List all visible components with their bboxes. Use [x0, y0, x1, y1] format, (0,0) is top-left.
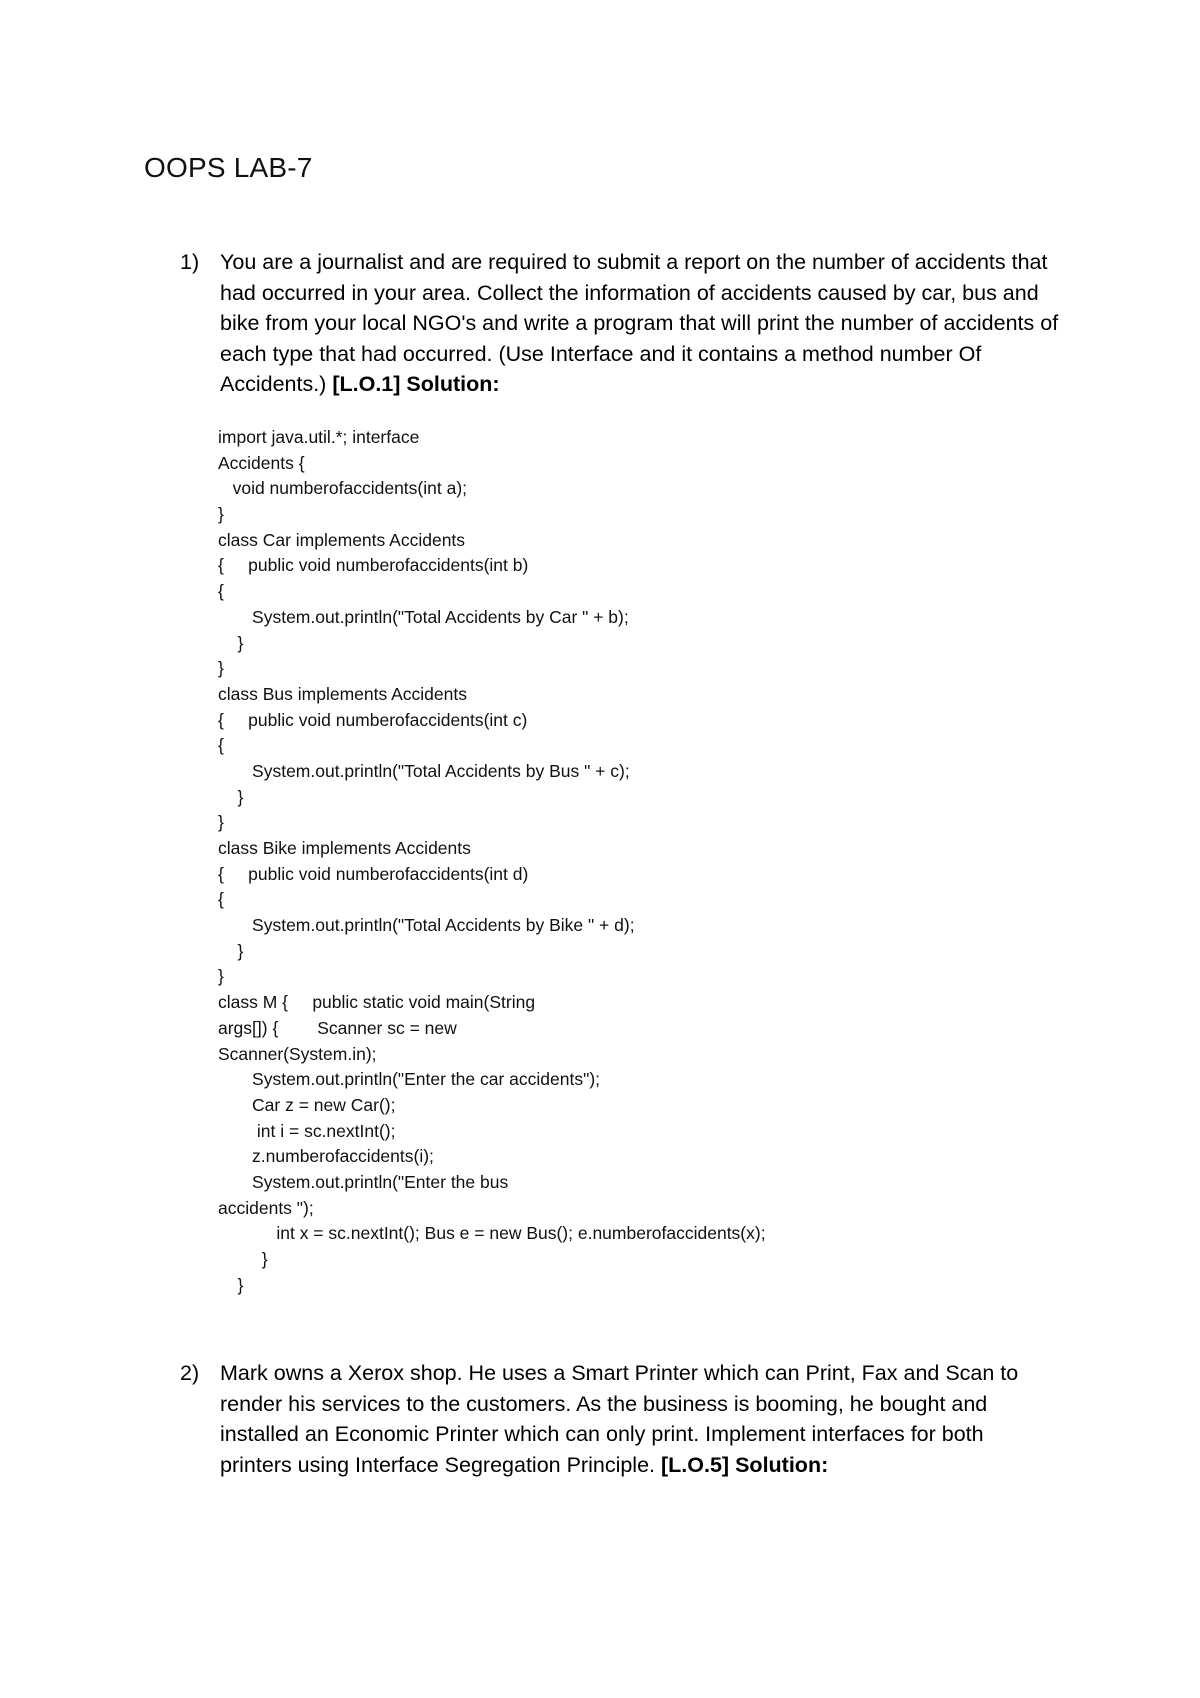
code-line: } — [218, 658, 224, 679]
code-line: class Bike implements Accidents — [218, 838, 471, 858]
code-line: } — [218, 1249, 268, 1269]
question-1 — [180, 247, 1060, 400]
code-line: System.out.println("Total Accidents by Bus " + c); — [218, 760, 630, 781]
code-line: import java.util.*; interface — [218, 427, 420, 447]
code-line: { — [218, 581, 224, 602]
code-line: } — [218, 632, 244, 653]
code-line: int i = sc.nextInt(); — [218, 1120, 396, 1141]
code-line: { public void numberofaccidents(int b) — [218, 555, 529, 576]
solution-label: Solution: — [406, 372, 500, 396]
question-text: You are a journalist and are required to submit a report on the number of accidents that had occurred in your area. Collect the information of accidents caused by car, bus and bike from your local NGO's and write a program that will print the number of accidents of each type that had occurred. (Use Interface and it contains a method number Of Accidents.) — [220, 250, 1059, 396]
code-line: } — [218, 786, 244, 807]
question-text-block — [180, 1358, 1060, 1480]
page-title: OOPS LAB-7 — [144, 152, 313, 183]
code-line: } — [218, 812, 224, 833]
question-text-block — [180, 247, 1060, 400]
code-line: accidents "); — [218, 1197, 314, 1218]
code-line: class M { public static void main(String — [218, 992, 536, 1013]
code-line: { — [218, 735, 224, 756]
code-listing — [218, 425, 1038, 1298]
code-line: System.out.println("Enter the car accidents"); — [218, 1069, 601, 1090]
code-line: Car z = new Car(); — [218, 1094, 396, 1115]
code-line: Scanner(System.in); — [218, 1043, 377, 1064]
code-line: } — [218, 940, 244, 961]
learning-outcome-tag: [L.O.5] — [661, 1452, 730, 1477]
code-line: class Bus implements Accidents — [218, 683, 467, 704]
question-2 — [180, 1358, 1060, 1480]
code-line: System.out.println("Total Accidents by Car " + b); — [218, 606, 629, 627]
question-number: 1) — [180, 250, 200, 274]
code-line: System.out.println("Enter the bus — [218, 1171, 509, 1192]
code-line: { public void numberofaccidents(int c) — [218, 709, 528, 730]
code-line: int x = sc.nextInt(); Bus e = new Bus(); e.numberofaccidents(x); — [218, 1223, 766, 1244]
code-line: class Car implements Accidents — [218, 529, 466, 550]
code-line: System.out.println("Total Accidents by Bike " + d); — [218, 915, 635, 936]
code-line: args[]) { Scanner sc = new — [218, 1017, 457, 1038]
code-line: } — [218, 1274, 244, 1295]
question-number: 2) — [180, 1361, 200, 1385]
solution-label: Solution: — [735, 1452, 829, 1477]
question-text: Mark owns a Xerox shop. He uses a Smart Printer which can Print, Fax and Scan to render his services to the customers. As the business is booming, he bought and installed an Economic Printer which can only print. Implement interfaces for both printers using Interface Segregation Principle. — [220, 1361, 1019, 1477]
code-line: z.numberofaccidents(i); — [218, 1146, 434, 1167]
code-line: } — [218, 966, 224, 987]
code-line: } — [218, 504, 224, 525]
code-line: void numberofaccidents(int a); — [218, 478, 468, 499]
code-line: { public void numberofaccidents(int d) — [218, 863, 529, 884]
code-line: { — [218, 889, 224, 910]
code-line: Accidents { — [218, 452, 305, 473]
learning-outcome-tag: [L.O.1] — [332, 372, 401, 396]
